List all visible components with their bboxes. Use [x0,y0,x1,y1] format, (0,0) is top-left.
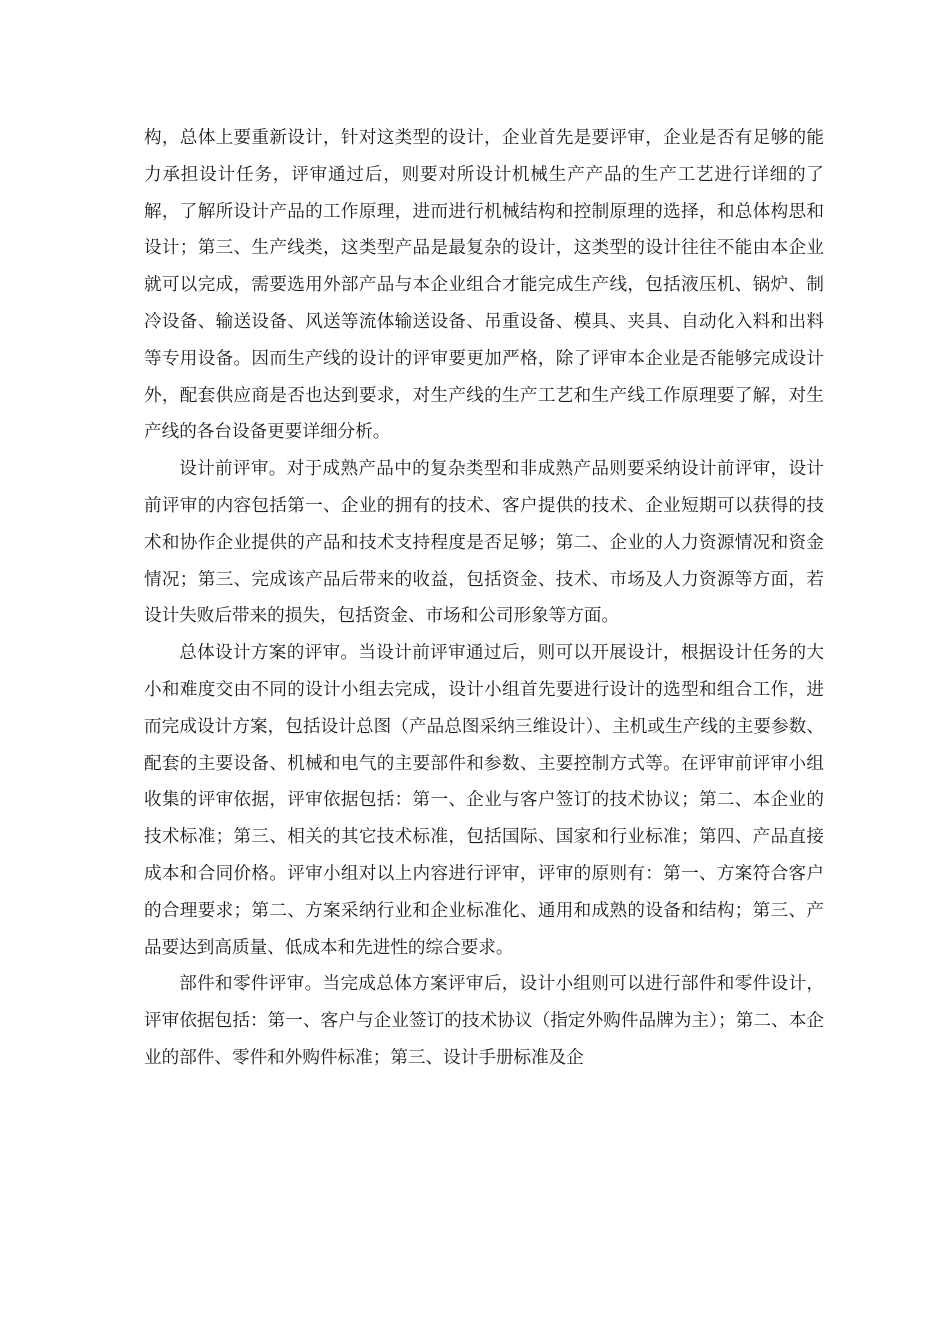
body-text [144,120,824,1077]
paragraph-continuation: 构，总体上要重新设计，针对这类型的设计，企业首先是要评审，企业是否有足够的能力承担设计任务，评审通过后，则要对所设计机械生产产品的生产工艺进行详细的了解，了解所设计产品的工作原理，进而进行机械结构和控制原理的选择，和总体构思和设计；第三、生产线类，这类型产品是最复杂的设计，这类型的设计往往不能由本企业就可以完成，需要选用外部产品与本企业组合才能完成生产线，包括液压机、锅炉、制冷设备、输送设备、风送等流体输送设备、吊重设备、模具、夹具、自动化入料和出料等专用设备。因而生产线的设计的评审要更加严格，除了评审本企业是否能够完成设计外，配套供应商是否也达到要求，对生产线的生产工艺和生产线工作原理要了解，对生产线的各台设备更要详细分析。 [144,128,824,443]
paragraph-parts-review: 部件和零件评审。当完成总体方案评审后，设计小组则可以进行部件和零件设计，评审依据包括：第一、客户与企业签订的技术协议（指定外购件品牌为主）；第二、本企业的部件、零件和外购件标准；第三、设计手册标准及企 [144,974,824,1068]
paragraph-pre-design-review: 设计前评审。对于成熟产品中的复杂类型和非成熟产品则要采纳设计前评审，设计前评审的内容包括第一、企业的拥有的技术、客户提供的技术、企业短期可以获得的技术和协作企业提供的产品和技术支持程度是否足够；第二、企业的人力资源情况和资金情况；第三、完成该产品后带来的收益，包括资金、技术、市场及人力资源等方面，若设计失败后带来的损失，包括资金、市场和公司形象等方面。 [144,459,824,627]
paragraph-overall-design-review: 总体设计方案的评审。当设计前评审通过后，则可以开展设计，根据设计任务的大小和难度交由不同的设计小组去完成，设计小组首先要进行设计的选型和组合工作，进而完成设计方案，包括设计总图（产品总图采纳三维设计）、主机或生产线的主要参数、配套的主要设备、机械和电气的主要部件和参数、主要控制方式等。在评审前评审小组收集的评审依据，评审依据包括：第一、企业与客户签订的技术协议；第二、本企业的技术标准；第三、相关的其它技术标准，包括国际、国家和行业标准；第四、产品直接成本和合同价格。评审小组对以上内容进行评审，评审的原则有：第一、方案符合客户的合理要求；第二、方案采纳行业和企业标准化、通用和成熟的设备和结构；第三、产品要达到高质量、低成本和先进性的综合要求。 [144,643,824,958]
